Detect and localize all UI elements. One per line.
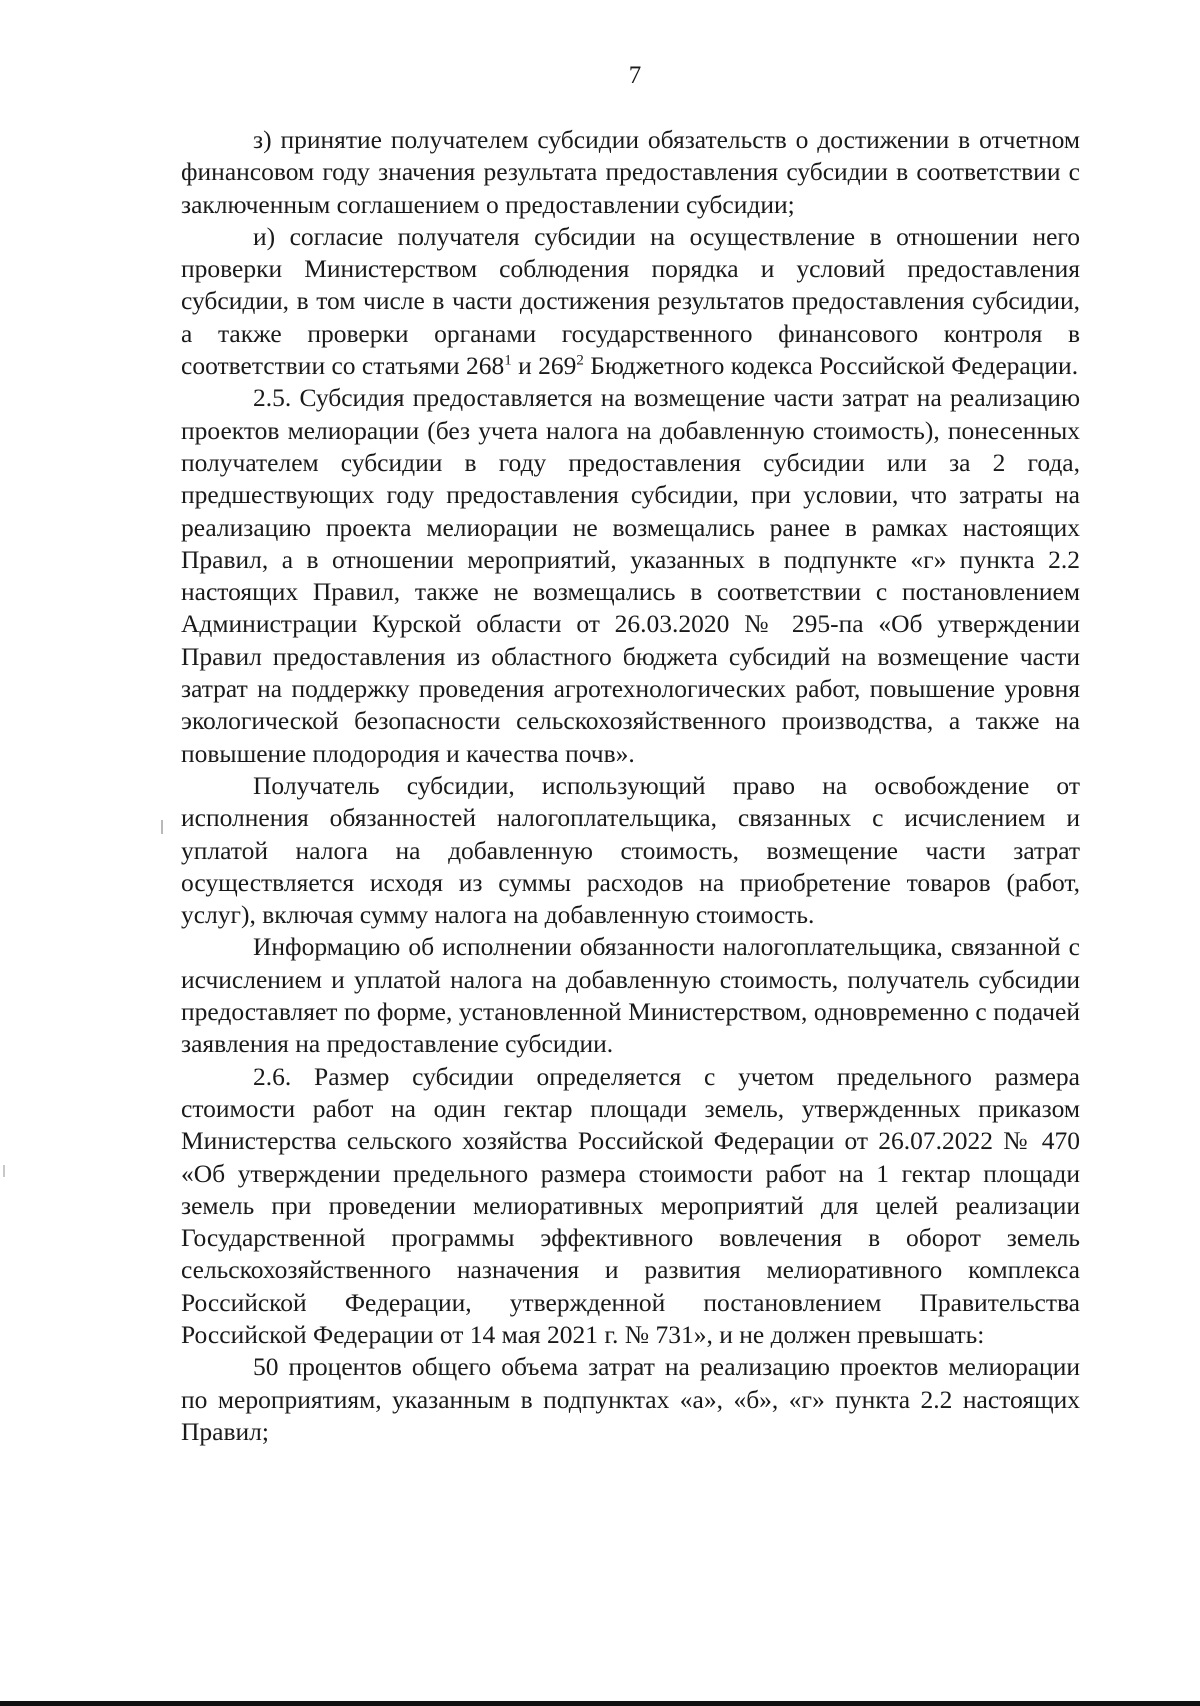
scan-bottom-edge bbox=[0, 1701, 1200, 1706]
superscript-2: 2 bbox=[576, 352, 584, 369]
paragraph-i-middle: и 269 bbox=[511, 351, 577, 381]
page-number: 7 bbox=[628, 62, 642, 89]
scan-artifact-mark-left bbox=[3, 1165, 5, 1177]
paragraph-2-6: 2.6. Размер субсидии определяется с учетом предельного размера стоимости работ на один гектар площади земель, утвержденных приказом Министерства сельского хозяйства Российской Федерации от 26.07.2022 № 470 «Об утверждении предельного размера стоимости работ на 1 гектар площади земель при проведении мелиоративных мероприятий для целей реализации Государственной программы эффективного вовлечения в оборот земель сельскохозяйственного назначения и развития мелиоративного комплекса Российской Федерации, утвержденной постановлением Правительства Российской Федерации от 14 мая 2021 г. № 731», и не должен превышать: bbox=[181, 1061, 1080, 1349]
paragraph-vat-exemption: Получатель субсидии, использующий право на освобождение от исполнения обязанностей налогоплательщика, связанных с исчислением и уплатой налога на добавленную стоимость, возмещение части затрат осуществляется исходя из суммы расходов на приобретение товаров (работ, услуг), включая сумму налога на добавленную стоимость. bbox=[181, 770, 1080, 930]
paragraph-i-text: и) согласие получателя субсидии на осуществление в отношении него проверки Министерством соблюдения порядка и условий предоставления субсидии, в том числе в части достижения результатов предоставления субсидии, а также проверки органами государственного финансового контроля в соответствии со статьями 268 bbox=[181, 221, 1080, 381]
paragraph-2-5: 2.5. Субсидия предоставляется на возмещение части затрат на реализацию проектов мелиорации (без учета налога на добавленную стоимость), понесенных получателем субсидии в году предоставления субсидии или за 2 года, предшествующих году предоставления субсидии, при условии, что затраты на реализацию проекта мелиорации не возмещались ранее в рамках настоящих Правил, а в отношении мероприятий, указанных в подпункте «г» пункта 2.2 настоящих Правил, также не возмещались в соответствии с постановлением Администрации Курской области от 26.03.2020 № 295-па «Об утверждении Правил предоставления из областного бюджета субсидий на возмещение части затрат на поддержку проведения агротехнологических работ, повышение уровня экологической безопасности сельскохозяйственного производства, а также на повышение плодородия и качества почв». bbox=[181, 383, 1080, 768]
paragraph-z: з) принятие получателем субсидии обязательств о достижении в отчетном финансовом году значения результата предоставления субсидии в соответствии с заключенным соглашением о предоставлении субсидии; bbox=[181, 125, 1080, 219]
paragraph-vat-information: Информацию об исполнении обязанности налогоплательщика, связанной с исчислением и уплатой налога на добавленную стоимость, получатель субсидии предоставляет по форме, установленной Министерством, одновременно с подачей заявления на предоставление субсидии. bbox=[181, 932, 1080, 1059]
paragraph-fifty-percent: 50 процентов общего объема затрат на реализацию проектов мелиорации по мероприятиям, указанным в подпунктах «а», «б», «г» пункта 2.2 настоящих Правил; bbox=[181, 1352, 1080, 1446]
document-body bbox=[181, 124, 1080, 1448]
paragraph-i bbox=[181, 221, 1080, 382]
paragraph-i-end: Бюджетного кодекса Российской Федерации. bbox=[583, 351, 1079, 381]
scan-artifact-mark bbox=[161, 820, 163, 834]
superscript-1: 1 bbox=[504, 352, 512, 369]
